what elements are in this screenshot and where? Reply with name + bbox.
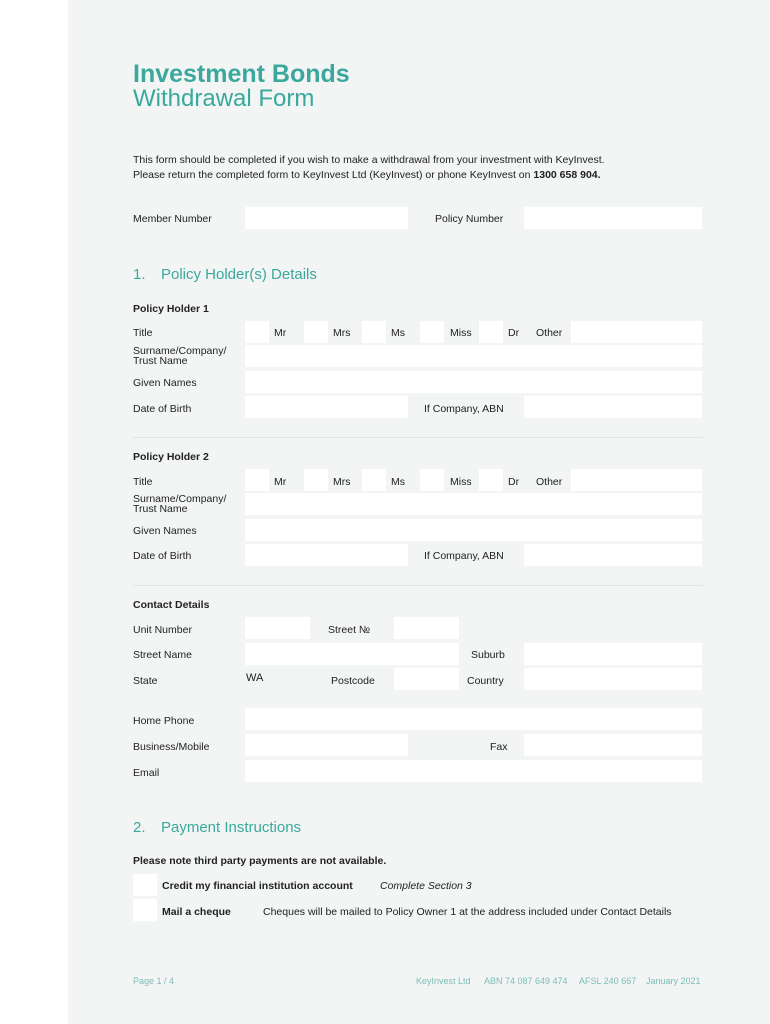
suburb-field[interactable] — [524, 643, 702, 665]
ph1-dob-field[interactable] — [245, 396, 408, 418]
ph2-title-ms-label: Ms — [391, 476, 405, 488]
business-mobile-label: Business/Mobile — [133, 741, 210, 753]
ph1-surname-field[interactable] — [245, 345, 702, 367]
policy-holder-2-heading: Policy Holder 2 — [133, 451, 209, 463]
section-2-number: 2. — [133, 819, 146, 836]
ph1-dob-label: Date of Birth — [133, 403, 192, 415]
home-phone-label: Home Phone — [133, 715, 195, 727]
ph2-abn-label: If Company, ABN — [424, 550, 504, 562]
member-number-field[interactable] — [245, 207, 408, 229]
section-1-heading — [133, 266, 317, 283]
ph2-given-names-label: Given Names — [133, 525, 197, 537]
ph1-title-miss-checkbox[interactable] — [420, 321, 444, 343]
mail-cheque-checkbox[interactable] — [133, 899, 157, 921]
home-phone-field[interactable] — [245, 708, 702, 730]
policy-number-field[interactable] — [524, 207, 702, 229]
ph2-title-mrs-checkbox[interactable] — [304, 469, 328, 491]
ph1-given-names-field[interactable] — [245, 371, 702, 393]
ph2-title-mr-label: Mr — [274, 476, 287, 488]
ph1-title-mrs-label: Mrs — [333, 327, 351, 339]
ph1-title-mr-checkbox[interactable] — [245, 321, 269, 343]
ph1-abn-label: If Company, ABN — [424, 403, 504, 415]
form-title: Investment Bonds — [133, 60, 350, 88]
divider — [133, 585, 703, 586]
form-page — [68, 0, 770, 1024]
street-no-label: Street № — [328, 624, 371, 636]
ph1-title-label: Title — [133, 327, 153, 339]
ph1-title-dr-label: Dr — [508, 327, 520, 339]
postcode-field[interactable] — [394, 668, 459, 690]
country-label: Country — [467, 675, 504, 687]
ph2-title-mr-checkbox[interactable] — [245, 469, 269, 491]
ph1-abn-field[interactable] — [524, 396, 702, 418]
ph2-title-dr-label: Dr — [508, 476, 520, 488]
footer-date: January 2021 — [646, 976, 701, 986]
ph1-title-dr-checkbox[interactable] — [479, 321, 503, 343]
country-field[interactable] — [524, 668, 702, 690]
intro-line-2-text: Please return the completed form to KeyInvest Ltd (KeyInvest) or phone KeyInvest on — [133, 169, 534, 181]
form-subtitle: Withdrawal Form — [133, 85, 315, 112]
ph1-title-mr-label: Mr — [274, 327, 287, 339]
ph2-surname-label-2: Trust Name — [133, 503, 188, 515]
ph1-title-ms-checkbox[interactable] — [362, 321, 386, 343]
business-mobile-field[interactable] — [245, 734, 408, 756]
street-name-field[interactable] — [245, 643, 459, 665]
divider — [133, 437, 703, 438]
email-label: Email — [133, 767, 160, 779]
ph2-abn-field[interactable] — [524, 544, 702, 566]
credit-account-label: Credit my financial institution account — [162, 880, 353, 892]
suburb-label: Suburb — [471, 649, 505, 661]
policy-number-label: Policy Number — [435, 213, 504, 225]
ph1-title-miss-label: Miss — [450, 327, 472, 339]
footer-afsl: AFSL 240 667 — [579, 976, 637, 986]
ph1-title-other-label: Other — [536, 327, 563, 339]
mail-cheque-note: Cheques will be mailed to Policy Owner 1 at the address included under Contact Details — [263, 906, 672, 918]
ph1-surname-label-1: Surname/Company/ — [133, 345, 227, 357]
policy-holder-1-heading: Policy Holder 1 — [133, 303, 209, 315]
unit-number-field[interactable] — [245, 617, 310, 639]
ph1-title-ms-label: Ms — [391, 327, 405, 339]
third-party-note: Please note third party payments are not available. — [133, 855, 387, 867]
ph2-title-dr-checkbox[interactable] — [479, 469, 503, 491]
ph2-title-other-field[interactable] — [571, 469, 702, 491]
section-2-title: Payment Instructions — [161, 819, 302, 836]
section-1-number: 1. — [133, 266, 146, 283]
footer-company: KeyInvest Ltd — [416, 976, 471, 986]
ph2-surname-label-1: Surname/Company/ — [133, 493, 227, 505]
credit-account-note: Complete Section 3 — [380, 880, 472, 892]
street-no-field[interactable] — [394, 617, 459, 639]
member-number-label: Member Number — [133, 213, 212, 225]
ph2-title-miss-label: Miss — [450, 476, 472, 488]
section-2-heading — [133, 819, 301, 836]
unit-number-label: Unit Number — [133, 624, 192, 636]
ph2-title-label: Title — [133, 476, 153, 488]
footer-abn: ABN 74 087 649 474 — [484, 976, 568, 986]
credit-account-checkbox[interactable] — [133, 874, 157, 896]
ph2-title-miss-checkbox[interactable] — [420, 469, 444, 491]
ph2-surname-field[interactable] — [245, 493, 702, 515]
mail-cheque-label: Mail a cheque — [162, 906, 231, 918]
section-1-title: Policy Holder(s) Details — [161, 266, 317, 283]
fax-field[interactable] — [524, 734, 702, 756]
ph2-dob-field[interactable] — [245, 544, 408, 566]
postcode-label: Postcode — [331, 675, 375, 687]
ph1-surname-label-2: Trust Name — [133, 355, 188, 367]
contact-details-heading: Contact Details — [133, 599, 210, 611]
ph1-title-mrs-checkbox[interactable] — [304, 321, 328, 343]
fax-label: Fax — [490, 741, 508, 753]
ph2-title-other-label: Other — [536, 476, 563, 488]
intro-line-2 — [133, 169, 601, 181]
ph2-title-ms-checkbox[interactable] — [362, 469, 386, 491]
street-name-label: Street Name — [133, 649, 192, 661]
ph2-dob-label: Date of Birth — [133, 550, 192, 562]
intro-phone: 1300 658 904. — [533, 169, 601, 181]
footer-page-number: Page 1 / 4 — [133, 976, 175, 986]
ph1-given-names-label: Given Names — [133, 377, 197, 389]
state-label: State — [133, 675, 158, 687]
email-field[interactable] — [245, 760, 702, 782]
state-value[interactable]: WA — [246, 672, 264, 684]
ph2-title-mrs-label: Mrs — [333, 476, 351, 488]
intro-line-1: This form should be completed if you wish to make a withdrawal from your investment with KeyInvest. — [133, 154, 605, 166]
ph2-given-names-field[interactable] — [245, 519, 702, 541]
ph1-title-other-field[interactable] — [571, 321, 702, 343]
